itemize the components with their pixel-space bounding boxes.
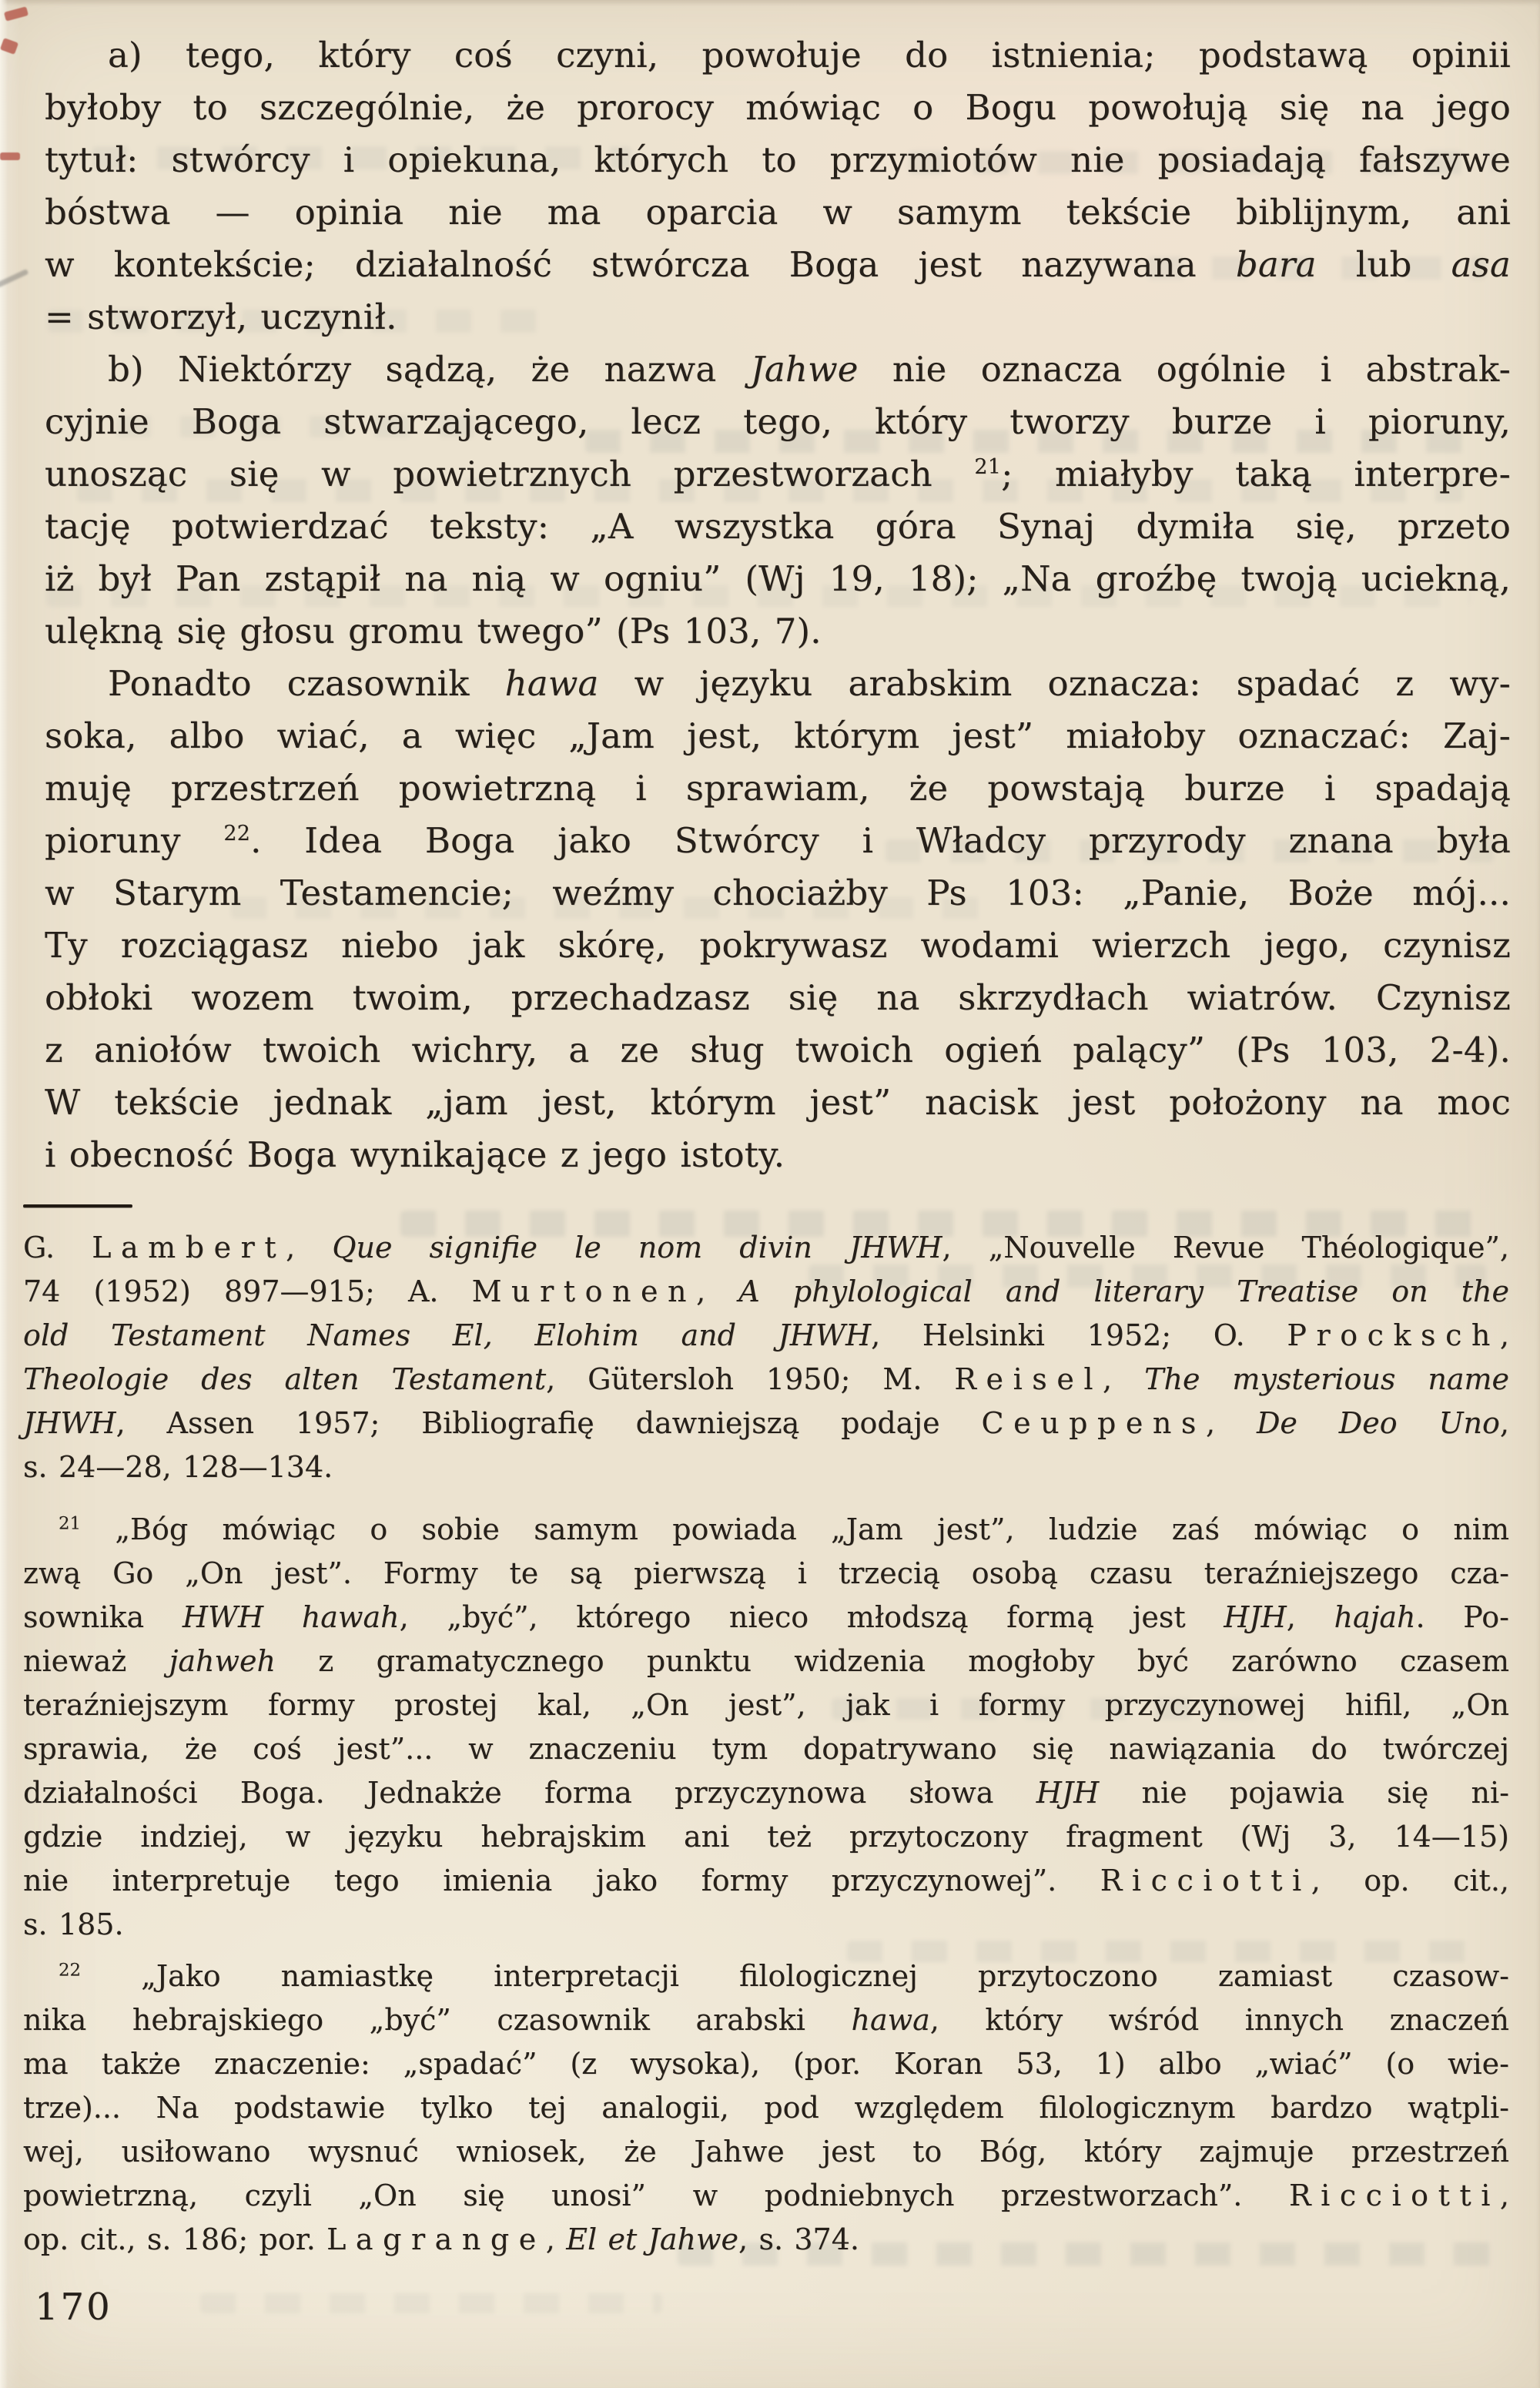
text-line: wej, usiłowano wysnuć wniosek, że Jahwe jest to Bóg, który zajmuje przestrzeń: [23, 2135, 1509, 2169]
text-line: pioruny $^{22}$. Idea Boga jako Stwórcy i Władcy przyrody znana była: [45, 820, 1511, 861]
text-line: W tekście jednak „jam jest, którym jest” nacisk jest położony na moc: [45, 1082, 1511, 1123]
text-line: działalności Boga. Jednakże forma przyczynowa słowa HJH nie pojawia się ni-: [23, 1776, 1510, 1810]
footnote-separator-rule: [23, 1204, 132, 1207]
red-ink-mark: [0, 152, 20, 160]
text-line: soka, albo wiać, a więc „Jam jest, którym jest” miałoby oznaczać: Zaj-: [45, 715, 1511, 756]
text-line: gdzie indziej, w języku hebrajskim ani też przytoczony fragment (Wj 3, 14—15): [23, 1820, 1509, 1854]
text-line: Theologie des alten Testament, Gütersloh 1950; M. Reisel, The mysterious name: [23, 1362, 1509, 1396]
main-text: [45, 29, 1511, 1181]
text-line: teraźniejszym formy prostej kal, „On jest”, jak i formy przyczynowej hifil, „On: [23, 1688, 1509, 1722]
page-content: [23, 29, 1511, 2262]
text-line: nieważ jahweh z gramatycznego punktu widzenia mogłoby być zarówno czasem: [23, 1644, 1509, 1678]
text-line: a) tego, który coś czyni, powołuje do istnienia; podstawą opinii: [108, 35, 1511, 75]
text-line: sprawia, że coś jest”... w znaczeniu tym dopatrywano się nawiązania do twórczej: [23, 1732, 1509, 1766]
text-line: $^{22}$ „Jako namiastkę interpretacji filologicznej przytoczono zamiast czasow-: [59, 1959, 1509, 1993]
text-line: sownika HWH hawah, „być”, którego nieco młodszą formą jest HJH, hajah. Po-: [23, 1600, 1509, 1634]
text-line: nie interpretuje tego imienia jako formy przyczynowej”. Ricciotti, op. cit.,: [23, 1864, 1509, 1897]
text-line: powietrzną, czyli „On się unosi” w podniebnych przestworzach”. Ricciotti,: [23, 2179, 1509, 2212]
text-line: w kontekście; działalność stwórcza Boga jest nazywana bara lub asa: [45, 244, 1511, 285]
text-line: muję przestrzeń powietrzną i sprawiam, że powstają burze i spadają: [45, 768, 1511, 809]
text-line: s. 185.: [23, 1907, 124, 1941]
text-line: G. Lambert, Que signifie le nom divin JHWH, „Nouvelle Revue Théologique”,: [23, 1231, 1509, 1264]
text-line: bóstwa — opinia nie ma oparcia w samym tekście biblijnym, ani: [45, 192, 1511, 233]
text-line: tytuł: stwórcy i opiekuna, których to przymiotów nie posiadają fałszywe: [45, 139, 1511, 180]
text-line: unosząc się w powietrznych przestworzach $^{21}$; miałyby taką interpre-: [45, 454, 1511, 494]
scan-edge-highlight: [0, 0, 8, 2388]
text-line: trze)... Na podstawie tylko tej analogii, pod względem filologicznym bardzo wątpli-: [23, 2091, 1509, 2125]
page-number: 170: [35, 2286, 112, 2329]
paragraph-b: [45, 343, 1511, 658]
text-line: obłoki wozem twoim, przechadzasz się na skrzydłach wiatrów. Czynisz: [45, 977, 1511, 1018]
footnote-21: [23, 1508, 1509, 1947]
text-line: op. cit., s. 186; por. Lagrange, El et Jahwe, s. 374.: [23, 2222, 859, 2256]
text-line: 74 (1952) 897—915; A. Murtonen, A phylological and literary Treatise on the: [23, 1274, 1509, 1308]
text-line: byłoby to szczególnie, że prorocy mówiąc o Bogu powołują się na jego: [45, 87, 1511, 128]
paragraph-a: [45, 29, 1511, 343]
text-line: zwą Go „On jest”. Formy te są pierwszą i trzecią osobą czasu teraźniejszego cza-: [23, 1556, 1509, 1590]
text-line: cyjnie Boga stwarzającego, lecz tego, który tworzy burze i pioruny,: [45, 401, 1511, 442]
text-line: i obecność Boga wynikające z jego istoty.: [45, 1134, 785, 1175]
text-line: s. 24—28, 128—134.: [23, 1450, 333, 1484]
text-line: old Testament Names El, Elohim and JHWH, Helsinki 1952; O. Procksch,: [23, 1318, 1509, 1352]
text-line: b) Niektórzy sądzą, że nazwa Jahwe nie oznacza ogólnie i abstrak-: [108, 349, 1511, 390]
text-line: w Starym Testamencie; weźmy chociażby Ps 103: „Panie, Boże mój...: [45, 872, 1511, 913]
text-line: Ty rozciągasz niebo jak skórę, pokrywasz wodami wierzch jego, czynisz: [45, 925, 1511, 966]
bibliography: [23, 1226, 1509, 1489]
text-line: nika hebrajskiego „być” czasownik arabski hawa, który wśród innych znaczeń: [23, 2003, 1509, 2037]
text-line: iż był Pan zstąpił na nią w ogniu” (Wj 19, 18); „Na groźbę twoją uciekną,: [45, 558, 1511, 599]
text-line: $^{21}$ „Bóg mówiąc o sobie samym powiada „Jam jest”, ludzie zaś mówiąc o nim: [59, 1512, 1509, 1546]
footnotes-area: [23, 1226, 1509, 2262]
text-line: JHWH, Assen 1957; Bibliografię dawniejszą podaje Ceuppens, De Deo Uno,: [23, 1406, 1509, 1440]
text-line: tację potwierdzać teksty: „A wszystka góra Synaj dymiła się, przeto: [45, 506, 1511, 547]
text-line: = stworzył, uczynił.: [45, 296, 397, 337]
footnote-22: [23, 1954, 1509, 2262]
text-line: z aniołów twoich wichry, a ze sług twoich ogień palący” (Ps 103, 2-4).: [45, 1030, 1511, 1070]
text-line: ma także znaczenie: „spadać” (z wysoka), (por. Koran 53, 1) albo „wiać” (o wie-: [23, 2047, 1509, 2081]
text-line: ulękną się głosu gromu twego” (Ps 103, 7).: [45, 611, 822, 651]
text-line: Ponadto czasownik hawa w języku arabskim oznacza: spadać z wy-: [108, 663, 1511, 704]
paragraph-ponadto: [45, 658, 1511, 1181]
